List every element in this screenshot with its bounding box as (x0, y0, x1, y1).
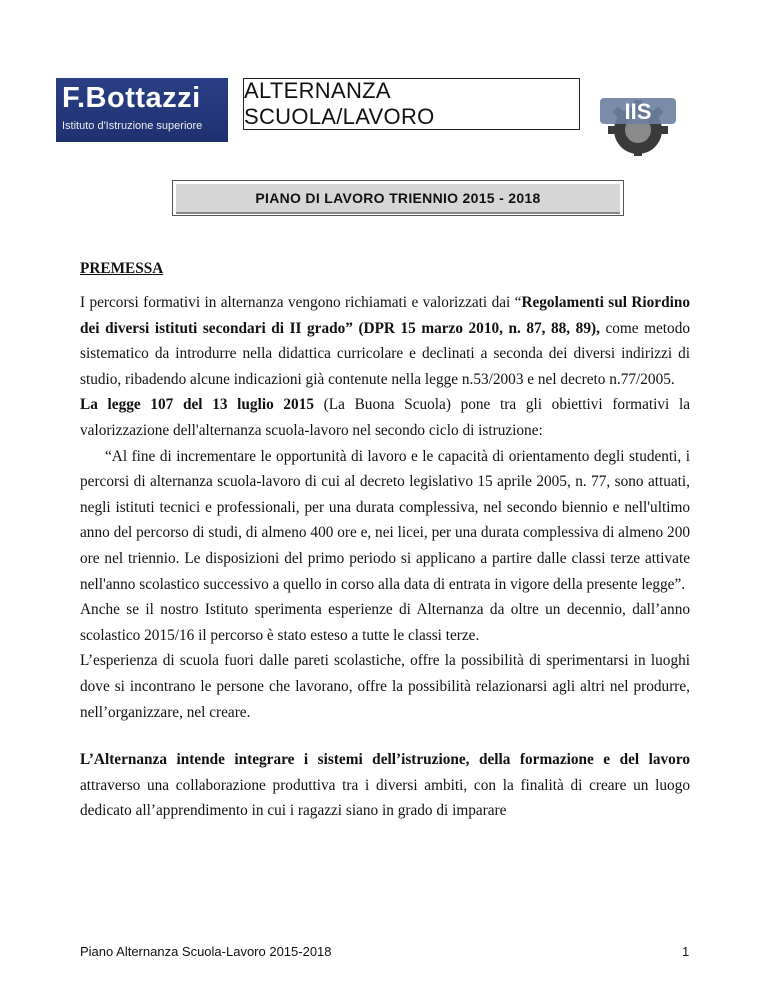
paragraph-6-text: attraverso una collaborazione produttiva tra i diversi ambiti, con la finalità di creare un luogo dedicato all’apprendimento in cui i ragazzi siano in grado di imparare (80, 776, 690, 820)
iis-logo-text: IIS (624, 99, 652, 124)
school-logo-name: F.Bottazzi (62, 82, 201, 114)
paragraph-2-text: (La Buona Scuola) pone tra gli obiettivi formativi la valorizzazione dell'alternanza scuola-lavoro nel secondo ciclo di istruzione: (80, 396, 690, 439)
iis-gear-icon (596, 96, 680, 156)
footer-label: Piano Alternanza Scuola-Lavoro 2015-2018 (80, 944, 332, 959)
paragraph-4: Anche se il nostro Istituto sperimenta esperienze di Alternanza da oltre un decennio, dall’anno scolastico 2015/16 il percorso è stato esteso a tutte le classi terze. (80, 601, 690, 644)
paragraph-2 (80, 392, 690, 443)
paragraph-quote: “Al fine di incrementare le opportunità di lavoro e le capacità di orientamento degli studenti, i percorsi di alternanza scuola-lavoro di cui al decreto legislativo 15 aprile 2005, n. 77, sono attuati, negli istituti tecnici e professionali, per una durata complessiva, nel secondo biennio e nell'ultimo anno del percorso di studi, di almeno 400 ore e, nei licei, per una durata complessiva di almeno 200 ore nel triennio. Le disposizioni del primo periodo si applicano a partire dalle classi terze attivate nell'anno scolastico successivo a quello in corso alla data di entrata in vigore della presente legge”. (80, 447, 690, 593)
document-title: ALTERNANZA SCUOLA/LAVORO (244, 78, 435, 129)
paragraph-1-bold: Regolamenti sul Riordino dei diversi istituti secondari di II grado” (DPR 15 marzo 2010, n. 87, 88, 89), (80, 294, 690, 337)
plan-title-box (172, 180, 624, 216)
document-body (80, 290, 690, 824)
section-heading: PREMESSA (80, 260, 164, 277)
school-logo (56, 78, 228, 142)
document-title-box (243, 78, 580, 130)
paragraph-2-bold: La legge 107 del 13 luglio 2015 (80, 396, 314, 414)
iis-gear-logo (596, 96, 680, 156)
page-number: 1 (682, 944, 690, 959)
paragraph-5: L’esperienza di scuola fuori dalle pareti scolastiche, offre la possibilità di sperimentarsi in luoghi dove si incontrano le persone che lavorano, offre la possibilità relazionarsi agli altri nel produrre, nell’organizzare, nel creare. (80, 652, 690, 721)
plan-title: PIANO DI LAVORO TRIENNIO 2015 - 2018 (255, 190, 541, 206)
paragraph-6-bold: L’Alternanza intende integrare i sistemi dell’istruzione, della formazione e del lavoro (80, 751, 690, 769)
paragraph-6 (80, 747, 690, 824)
paragraph-1-text-a: I percorsi formativi in alternanza vengono richiamati e valorizzati dai “ (80, 294, 522, 311)
paragraph-1 (80, 290, 690, 392)
paragraph-1-text-b: come metodo sistematico da introdurre nella didattica curricolare e declinati a seconda dei diversi indirizzi di studio, ribadendo alcune indicazioni già contenute nella legge n.53/2003 e nel decreto n.77/2005. (80, 319, 690, 388)
paragraph-gap (80, 725, 690, 747)
school-logo-subtitle: Istituto d'Istruzione superiore (62, 120, 203, 132)
